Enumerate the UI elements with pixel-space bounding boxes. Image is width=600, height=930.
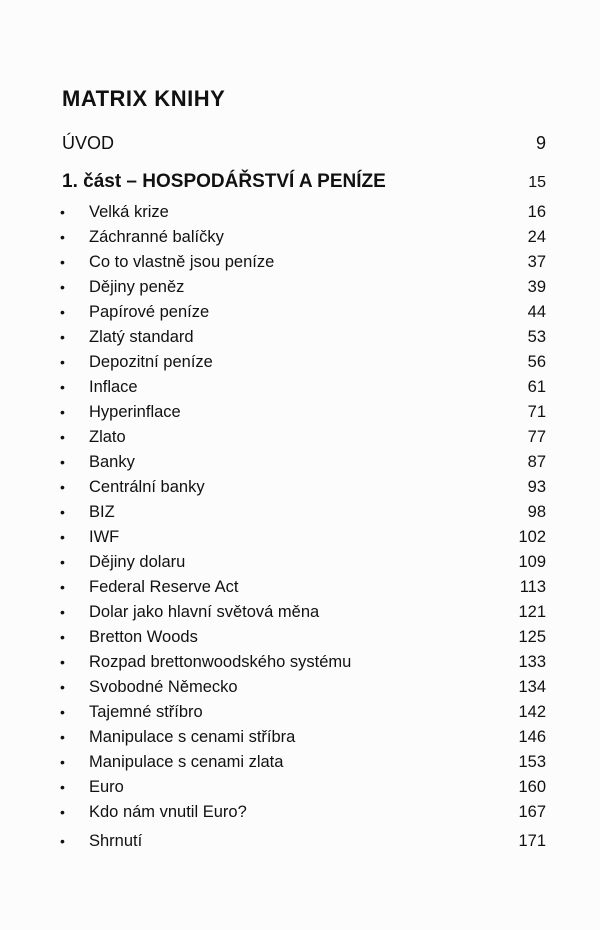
toc-entry-page: 87 [527, 453, 546, 471]
toc-entry-page: 61 [527, 378, 546, 396]
bullet-icon: • [60, 629, 65, 645]
toc-entry-label: Dějiny peněz [89, 278, 185, 296]
bullet-icon: • [60, 304, 65, 320]
toc-entry [0, 676, 600, 701]
bullet-icon: • [60, 429, 65, 445]
bullet-icon: • [60, 479, 65, 495]
toc-entry [0, 626, 600, 651]
toc-entry-intro [62, 133, 546, 154]
toc-entry [0, 830, 600, 855]
toc-entry [0, 276, 600, 301]
toc-entry-page: 37 [527, 253, 546, 271]
toc-entry [0, 801, 600, 826]
bullet-icon: • [60, 354, 65, 370]
toc-entry [0, 726, 600, 751]
bullet-icon: • [60, 604, 65, 620]
toc-entry [0, 351, 600, 376]
toc-entry [0, 601, 600, 626]
toc-entry-label: Inflace [89, 378, 138, 396]
bullet-icon: • [60, 404, 65, 420]
toc-entry [0, 401, 600, 426]
toc-entry-label: Zlatý standard [89, 328, 194, 346]
toc-entry [0, 751, 600, 776]
toc-entry-label: Kdo nám vnutil Euro? [89, 803, 247, 821]
toc-entry-page: 121 [518, 603, 546, 621]
toc-entry-label: Manipulace s cenami stříbra [89, 728, 296, 746]
toc-entry-label: BIZ [89, 503, 115, 521]
toc-entry-page: 134 [518, 678, 546, 696]
page-title: MATRIX KNIHY [62, 86, 226, 111]
toc-entry-page: 109 [518, 553, 546, 571]
toc-entry-page: 171 [518, 832, 546, 850]
toc-entry-label: Bretton Woods [89, 628, 198, 646]
toc-entry-page: 98 [527, 503, 546, 521]
bullet-icon: • [60, 454, 65, 470]
toc-entry-label: Depozitní peníze [89, 353, 213, 371]
toc-entry-label: ÚVOD [62, 133, 115, 153]
toc-entry-label: Rozpad brettonwoodského systému [89, 653, 352, 671]
bullet-icon: • [60, 754, 65, 770]
toc-entry-page: 77 [527, 428, 546, 446]
toc-entry [0, 376, 600, 401]
toc-part-heading [62, 171, 546, 193]
toc-entry-label: Papírové peníze [89, 303, 210, 321]
bullet-icon: • [60, 779, 65, 795]
toc-entry-page: 142 [518, 703, 546, 721]
bullet-icon: • [60, 329, 65, 345]
bullet-icon: • [60, 379, 65, 395]
toc-entry-label: Co to vlastně jsou peníze [89, 253, 275, 271]
toc-entry-label: Federal Reserve Act [89, 578, 239, 596]
bullet-icon: • [60, 804, 65, 820]
toc-entry-label: Svobodné Německo [89, 678, 238, 696]
toc-entry [0, 576, 600, 601]
bullet-icon: • [60, 679, 65, 695]
toc-entry-label: Manipulace s cenami zlata [89, 753, 284, 771]
bullet-icon: • [60, 229, 65, 245]
part-title: 1. část – HOSPODÁŘSTVÍ A PENÍZE [62, 171, 386, 192]
toc-entry-label: IWF [89, 528, 120, 546]
toc-entry [0, 201, 600, 226]
toc-entry-label: Zlato [89, 428, 126, 446]
toc-entry-page: 133 [518, 653, 546, 671]
toc-entry-label: Euro [89, 778, 124, 796]
toc-entry [0, 526, 600, 551]
toc-entry-page: 93 [527, 478, 546, 496]
toc-entry-page: 71 [527, 403, 546, 421]
bullet-icon: • [60, 554, 65, 570]
toc-entry-page: 9 [535, 133, 546, 153]
toc-entry-page: 16 [527, 203, 546, 221]
toc-list [0, 201, 600, 855]
bullet-icon: • [60, 254, 65, 270]
toc-entry-page: 146 [518, 728, 546, 746]
bullet-icon: • [60, 279, 65, 295]
toc-entry-page: 125 [518, 628, 546, 646]
toc-entry-page: 113 [519, 578, 546, 596]
toc-entry [0, 451, 600, 476]
toc-entry-page: 24 [527, 228, 546, 246]
toc-entry-label: Velká krize [89, 203, 169, 221]
toc-entry [0, 326, 600, 351]
bullet-icon: • [60, 704, 65, 720]
toc-entry-label: Banky [89, 453, 135, 471]
toc-entry-page: 53 [527, 328, 546, 346]
toc-entry-label: Hyperinflace [89, 403, 181, 421]
toc-entry [0, 426, 600, 451]
toc-entry-page: 153 [518, 753, 546, 771]
toc-entry-page: 56 [527, 353, 546, 371]
toc-entry-page: 44 [527, 303, 546, 321]
bullet-icon: • [60, 529, 65, 545]
bullet-icon: • [60, 654, 65, 670]
bullet-icon: • [60, 579, 65, 595]
toc-entry [0, 251, 600, 276]
toc-entry [0, 501, 600, 526]
toc-entry [0, 651, 600, 676]
toc-entry [0, 551, 600, 576]
toc-entry-label: Centrální banky [89, 478, 205, 496]
toc-entry-page: 39 [527, 278, 546, 296]
toc-entry-label: Tajemné stříbro [89, 703, 203, 721]
toc-entry [0, 701, 600, 726]
part-page-number: 15 [528, 174, 546, 191]
toc-entry-label: Dějiny dolaru [89, 553, 186, 571]
toc-entry [0, 301, 600, 326]
toc-entry-label: Dolar jako hlavní světová měna [89, 603, 320, 621]
toc-entry [0, 776, 600, 801]
toc-entry-page: 167 [518, 803, 546, 821]
toc-entry-label: Záchranné balíčky [89, 228, 224, 246]
bullet-icon: • [60, 204, 65, 220]
bullet-icon: • [60, 729, 65, 745]
toc-entry [0, 476, 600, 501]
bullet-icon: • [60, 504, 65, 520]
toc-entry-page: 160 [518, 778, 546, 796]
toc-entry [0, 226, 600, 251]
toc-entry-label: Shrnutí [89, 832, 143, 850]
bullet-icon: • [60, 833, 65, 849]
toc-entry-page: 102 [518, 528, 546, 546]
